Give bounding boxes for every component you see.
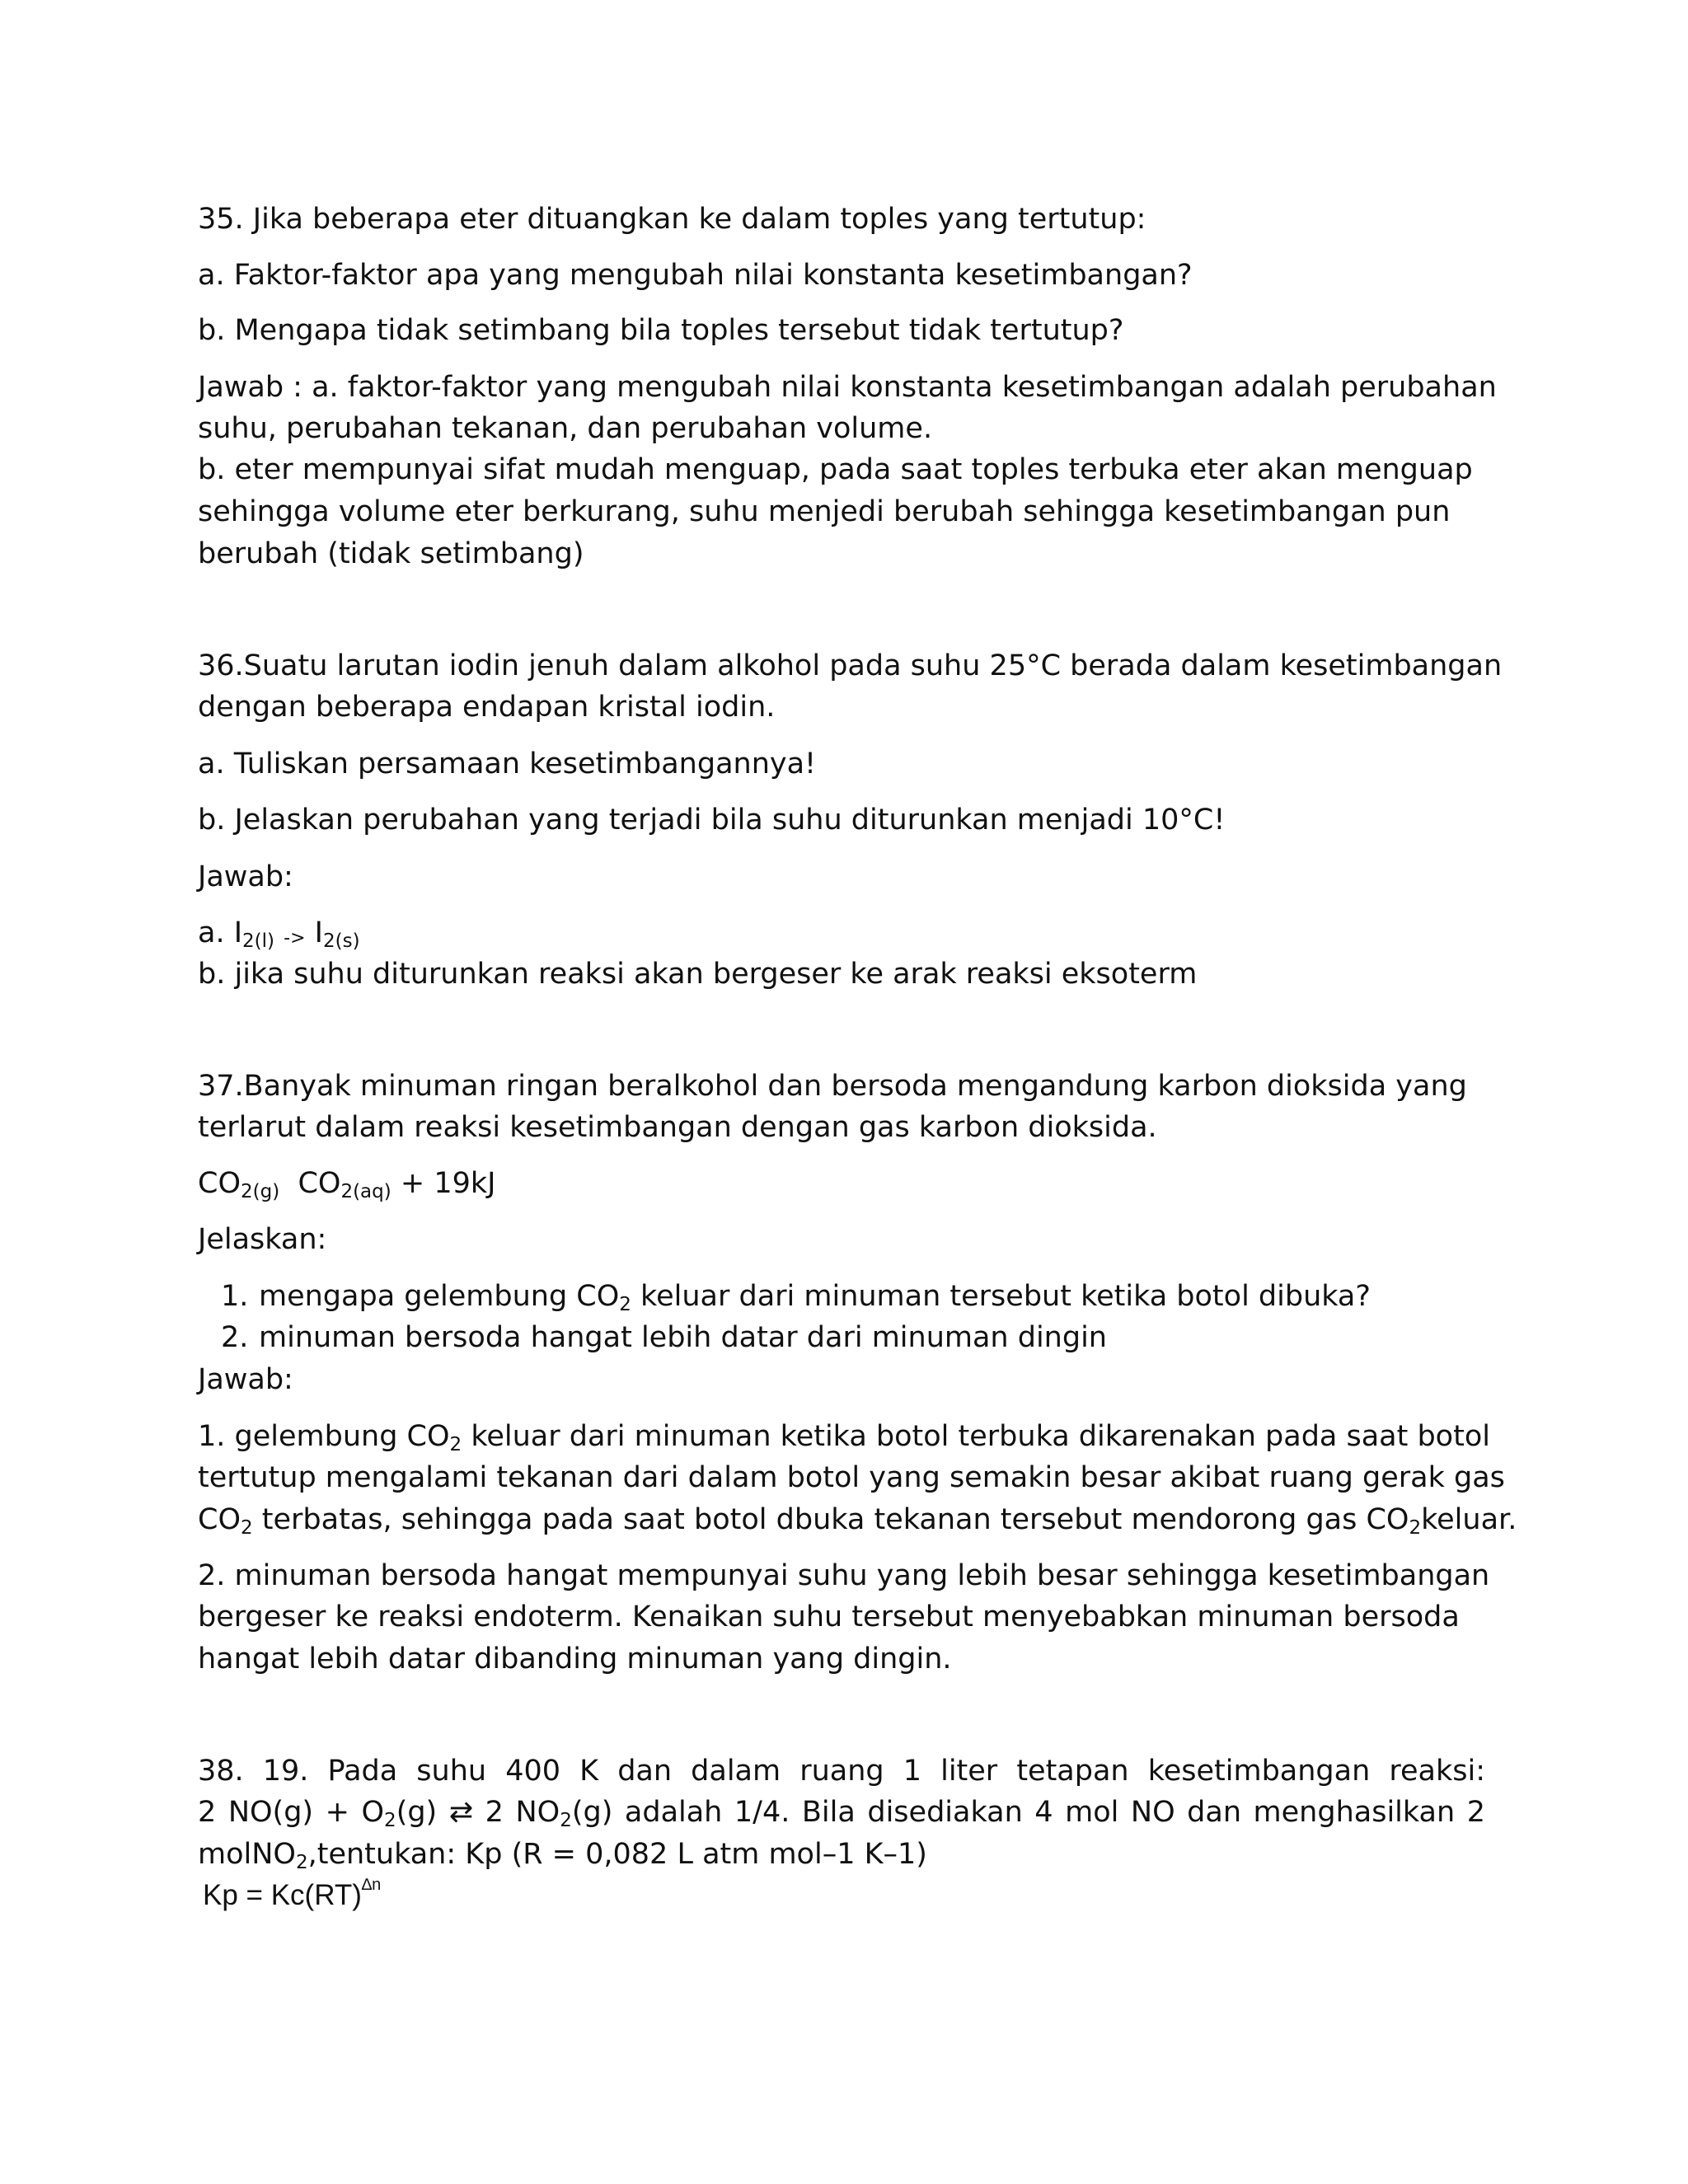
q36-part-b: b. Jelaskan perubahan yang terjadi bila suhu diturunkan menjadi 10°C!: [198, 804, 1226, 837]
eq-text: CO: [198, 1167, 241, 1200]
eq-text: 2 NO(g) + O: [198, 1796, 385, 1829]
q37-list-item: [221, 1317, 1107, 1358]
answer-text: CO: [198, 1503, 241, 1536]
eq-subscript: 2: [619, 1294, 631, 1315]
q35-answer-line: b. eter mempunyai sifat mudah menguap, pada saat toples terbuka eter akan menguap: [198, 453, 1473, 486]
q36-part-a: a. Tuliskan persamaan kesetimbangannya!: [198, 748, 817, 780]
eq-subscript: 2: [384, 1810, 396, 1831]
eq-text: a. I: [198, 916, 243, 949]
eq-text: ,tentukan: Kp (R = 0,082 L atm mol–1 K–1): [307, 1838, 927, 1871]
q37-question-line: 37.Banyak minuman ringan beralkohol dan bersoda mengandung karbon dioksida yang: [198, 1070, 1467, 1103]
eq-text: + 19kJ: [400, 1167, 496, 1200]
q37-answer1-line: [198, 1416, 1490, 1457]
eq-text: CO: [298, 1167, 341, 1200]
eq-subscript: 2: [449, 1434, 462, 1455]
kp-formula: [203, 1875, 381, 1916]
q36-question-line: dengan beberapa endapan kristal iodin.: [198, 691, 776, 724]
q36-question-line: 36.Suatu larutan iodin jenuh dalam alkohol pada suhu 25°C berada dalam kesetimbangan: [198, 649, 1503, 682]
q35-answer-line: suhu, perubahan tekanan, dan perubahan volume.: [198, 412, 933, 445]
answer-text: keluar.: [1421, 1503, 1517, 1536]
q37-answer2-line: 2. minuman bersoda hangat mempunyai suhu yang lebih besar sehingga kesetimbangan: [198, 1559, 1490, 1592]
q37-list-item: [221, 1276, 1371, 1317]
list-text: minuman bersoda hangat lebih datar dari minuman dingin: [259, 1321, 1107, 1354]
eq-subscript: 2: [1409, 1517, 1422, 1539]
q38-line: [198, 1792, 1485, 1833]
q38-line: [198, 1834, 927, 1875]
eq-text: I: [314, 916, 323, 949]
q36-answer-b: b. jika suhu diturunkan reaksi akan bergeser ke arak reaksi eksoterm: [198, 958, 1198, 991]
list-number: 2.: [221, 1321, 249, 1354]
q35-question: 35. Jika beberapa eter dituangkan ke dalam toples yang tertutup:: [198, 203, 1146, 236]
q37-answer1-line: [198, 1499, 1517, 1540]
answer-text: terbatas, sehingga pada saat botol dbuka tekanan tersebut mendorong gas CO: [252, 1503, 1409, 1536]
list-text: mengapa gelembung CO: [259, 1280, 620, 1313]
q37-explain-label: Jelaskan:: [198, 1223, 327, 1256]
q35-part-b: b. Mengapa tidak setimbang bila toples tersebut tidak tertutup?: [198, 314, 1124, 347]
eq-subscript: 2(l): [242, 930, 275, 952]
eq-superscript: ∆n: [361, 1876, 382, 1894]
q37-answer2-line: hangat lebih datar dibanding minuman yang dingin.: [198, 1643, 952, 1675]
answer-text: 1. gelembung CO: [198, 1420, 450, 1453]
list-text: keluar dari minuman tersebut ketika botol dibuka?: [631, 1280, 1371, 1313]
eq-text: (g) adalah 1/4. Bila disediakan 4 mol NO dan menghasilkan 2: [571, 1796, 1485, 1829]
q35-answer-line: berubah (tidak setimbang): [198, 537, 584, 570]
q38-line: 38. 19. Pada suhu 400 K dan dalam ruang 1 liter tetapan kesetimbangan reaksi:: [198, 1755, 1485, 1788]
eq-text: Kp = Kc(RT): [203, 1879, 362, 1911]
q37-answer-label: Jawab:: [198, 1363, 293, 1396]
eq-subscript: 2(aq): [340, 1181, 392, 1202]
q35-answer-line: Jawab : a. faktor-faktor yang mengubah nilai konstanta kesetimbangan adalah perubahan: [198, 371, 1497, 404]
reaction-arrow: ->: [284, 928, 306, 949]
eq-text: molNO: [198, 1838, 296, 1871]
eq-text: (g) ⇄ 2 NO: [396, 1796, 560, 1829]
list-number: 1.: [221, 1280, 249, 1313]
eq-subscript: 2: [295, 1852, 308, 1873]
q37-question-line: terlarut dalam reaksi kesetimbangan dengan gas karbon dioksida.: [198, 1111, 1157, 1144]
eq-subscript: 2: [560, 1810, 572, 1831]
q37-answer2-line: bergeser ke reaksi endoterm. Kenaikan suhu tersebut menyebabkan minuman bersoda: [198, 1601, 1460, 1633]
q37-answer1-line: tertutup mengalami tekanan dari dalam botol yang semakin besar akibat ruang gerak gas: [198, 1461, 1505, 1494]
eq-subscript: 2(s): [323, 930, 360, 952]
q36-answer-a-equation: [198, 912, 360, 959]
eq-subscript: 2(g): [241, 1181, 280, 1202]
answer-text: keluar dari minuman ketika botol terbuka dikarenakan pada saat botol: [462, 1420, 1490, 1453]
q35-answer-line: sehingga volume eter berkurang, suhu menjedi berubah sehingga kesetimbangan pun: [198, 495, 1451, 528]
q35-part-a: a. Faktor-faktor apa yang mengubah nilai konstanta kesetimbangan?: [198, 259, 1193, 292]
q37-equation: [198, 1163, 495, 1204]
eq-subscript: 2: [241, 1517, 253, 1539]
q36-answer-label: Jawab:: [198, 860, 293, 893]
